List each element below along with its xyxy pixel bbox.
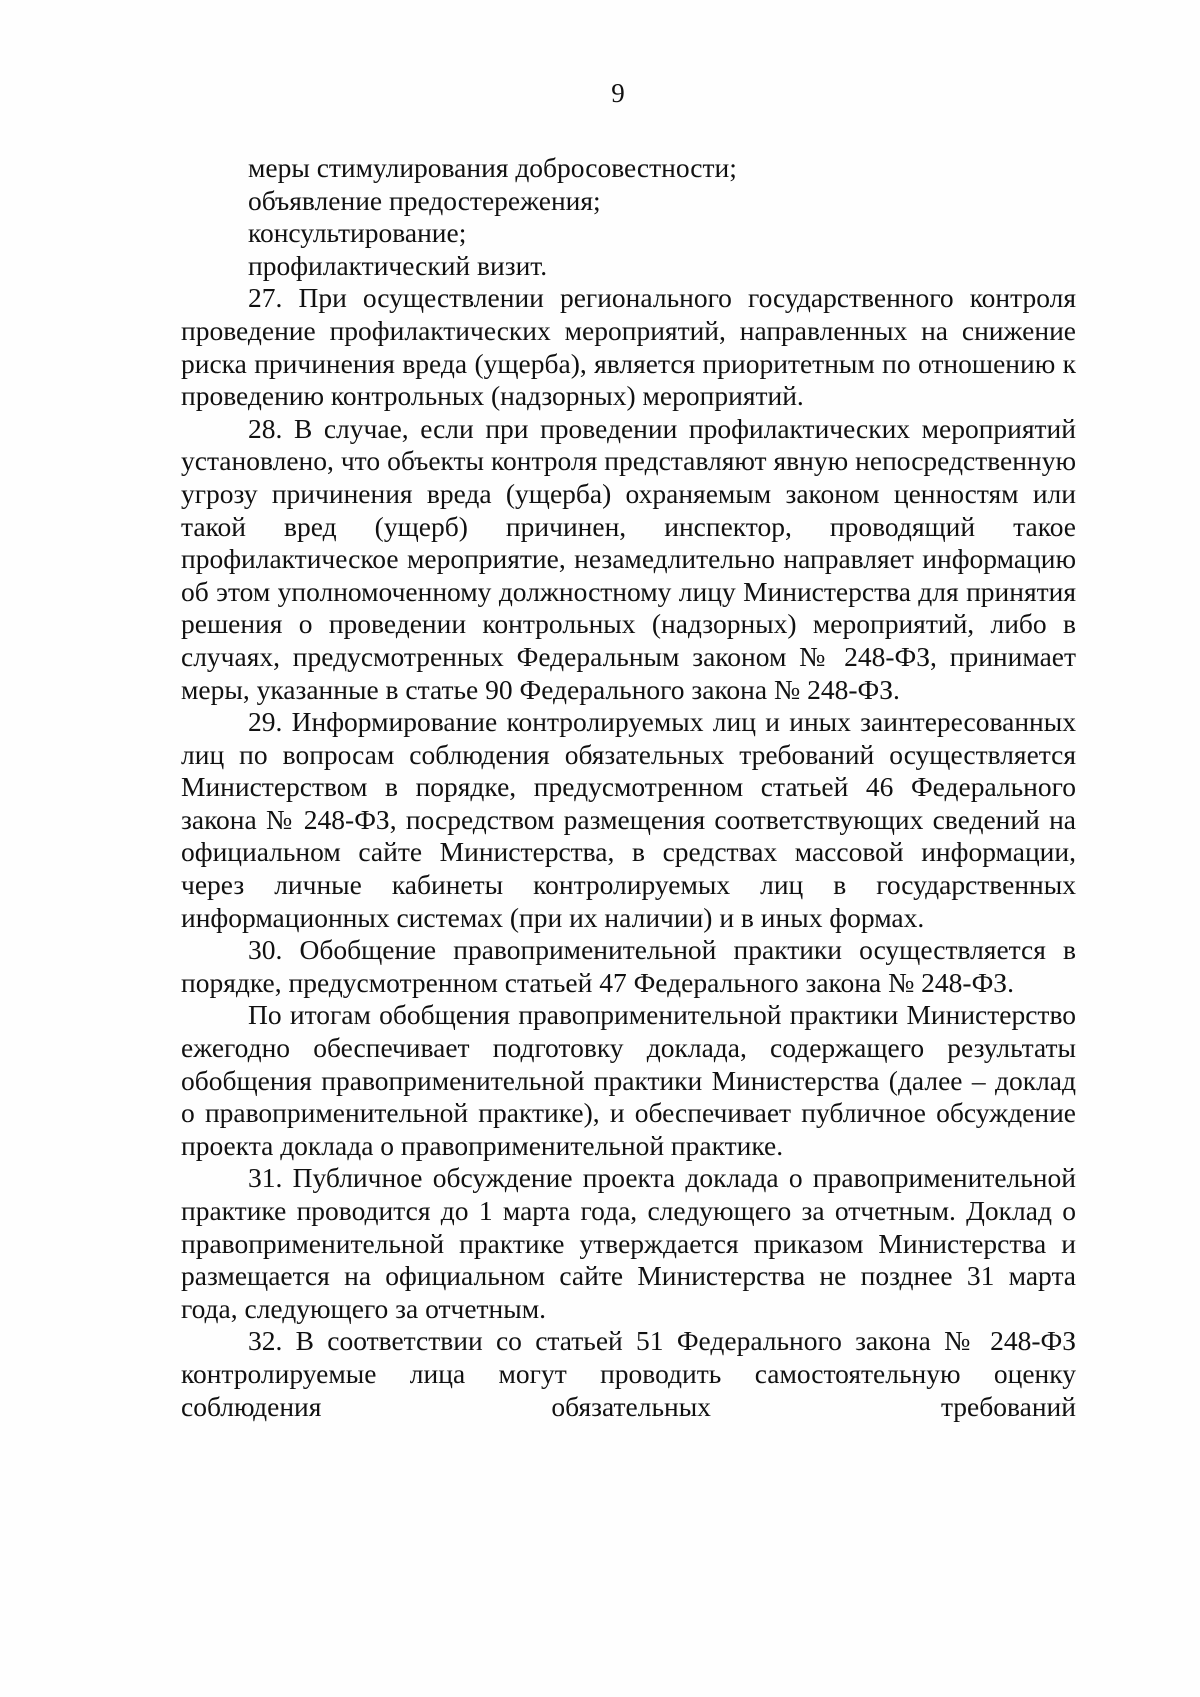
- list-item: меры стимулирования добросовестности;: [248, 152, 737, 183]
- paragraph-29: 29. Информирование контролируемых лиц и иных заинтересованных лиц по вопросам соблюдения обязательных требований осуществляется Министерством в порядке, предусмотренном статьей 46 Федерального закона № 248-ФЗ, посредством размещения соответствующих сведений на официальном сайте Министерства, в средствах массовой информации, через личные кабинеты контролируемых лиц в государственных информационных системах (при их наличии) и в иных формах.: [181, 706, 1076, 933]
- paragraph-27: 27. При осуществлении регионального государственного контроля проведение профилактических мероприятий, направленных на снижение риска причинения вреда (ущерба), является приоритетным по отношению к проведению контрольных (надзорных) мероприятий.: [181, 282, 1076, 412]
- document-body: [181, 152, 1076, 1423]
- paragraph-30-continued: По итогам обобщения правоприменительной практики Министерство ежегодно обеспечивает подготовку доклада, содержащего результаты обобщения правоприменительной практики Министерства (далее – доклад о правоприменительной практике), и обеспечивает публичное обсуждение проекта доклада о правоприменительной практике.: [181, 999, 1076, 1161]
- list-item: объявление предостережения;: [248, 184, 601, 216]
- paragraph-30: 30. Обобщение правоприменительной практики осуществляется в порядке, предусмотренном статьей 47 Федерального закона № 248-ФЗ.: [181, 934, 1076, 998]
- list-item: консультирование;: [248, 217, 467, 249]
- list-item: профилактический визит.: [248, 249, 548, 281]
- page-number: 9: [611, 78, 625, 108]
- paragraph-28: 28. В случае, если при проведении профилактических мероприятий установлено, что объекты контроля представляют явную непосредственную угрозу причинения вреда (ущерба) охраняемым законом ценностям или такой вред (ущерб) причинен, инспектор, проводящий такое профилактическое мероприятие, незамедлительно направляет информацию об этом уполномоченному должностному лицу Министерства для принятия решения о проведении контрольных (надзорных) мероприятий, либо в случаях, предусмотренных Федеральным законом № 248-ФЗ, принимает меры, указанные в статье 90 Федерального закона № 248-ФЗ.: [181, 412, 1076, 705]
- paragraph-32: 32. В соответствии со статьей 51 Федерального закона № 248-ФЗ контролируемые лица могут проводить самостоятельную оценку соблюдения обязательных требований: [181, 1325, 1076, 1422]
- paragraph-31: 31. Публичное обсуждение проекта доклада о правоприменительной практике проводится до 1 марта года, следующего за отчетным. Доклад о правоприменительной практике утверждается приказом Министерства и размещается на официальном сайте Министерства не позднее 31 марта года, следующего за отчетным.: [181, 1162, 1076, 1324]
